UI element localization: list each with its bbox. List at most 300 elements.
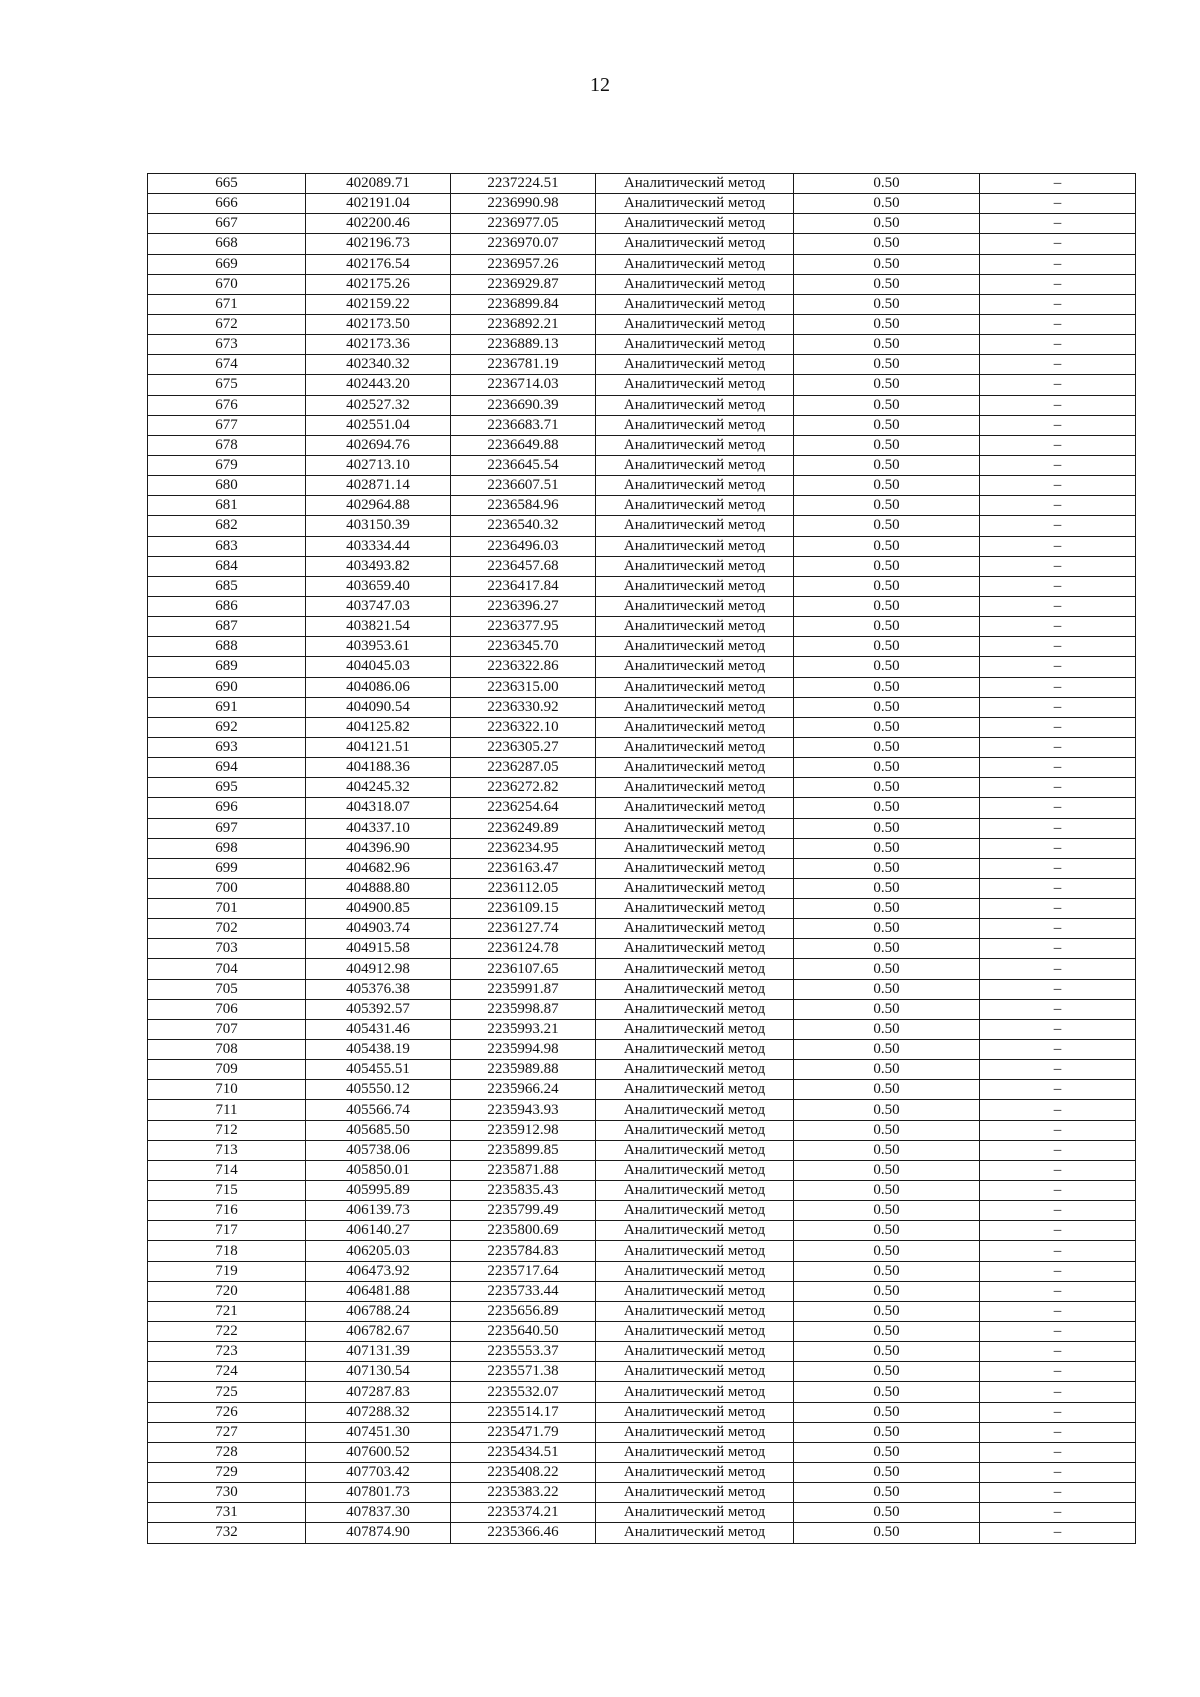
point-number-cell: 689 [148, 657, 306, 677]
table-row [148, 1463, 1136, 1483]
table-row [148, 878, 1136, 898]
accuracy-cell: 0.50 [794, 1060, 980, 1080]
method-cell: Аналитический метод [596, 274, 794, 294]
x-coordinate-cell: 404912.98 [306, 959, 451, 979]
x-coordinate-cell: 403953.61 [306, 637, 451, 657]
y-coordinate-cell: 2235733.44 [451, 1281, 596, 1301]
y-coordinate-cell: 2235571.38 [451, 1362, 596, 1382]
accuracy-cell: 0.50 [794, 214, 980, 234]
point-number-cell: 718 [148, 1241, 306, 1261]
y-coordinate-cell: 2236584.96 [451, 496, 596, 516]
point-number-cell: 669 [148, 254, 306, 274]
point-number-cell: 714 [148, 1160, 306, 1180]
table-row [148, 516, 1136, 536]
note-cell: – [980, 878, 1136, 898]
point-number-cell: 724 [148, 1362, 306, 1382]
y-coordinate-cell: 2236899.84 [451, 294, 596, 314]
y-coordinate-cell: 2235374.21 [451, 1503, 596, 1523]
x-coordinate-cell: 402173.50 [306, 314, 451, 334]
point-number-cell: 691 [148, 697, 306, 717]
point-number-cell: 670 [148, 274, 306, 294]
accuracy-cell: 0.50 [794, 1382, 980, 1402]
method-cell: Аналитический метод [596, 314, 794, 334]
table-row [148, 1181, 1136, 1201]
coordinates-table-body [148, 174, 1136, 1544]
note-cell: – [980, 717, 1136, 737]
accuracy-cell: 0.50 [794, 596, 980, 616]
y-coordinate-cell: 2236287.05 [451, 758, 596, 778]
accuracy-cell: 0.50 [794, 1160, 980, 1180]
note-cell: – [980, 355, 1136, 375]
x-coordinate-cell: 403150.39 [306, 516, 451, 536]
accuracy-cell: 0.50 [794, 959, 980, 979]
x-coordinate-cell: 404682.96 [306, 858, 451, 878]
note-cell: – [980, 778, 1136, 798]
table-row [148, 1342, 1136, 1362]
point-number-cell: 687 [148, 617, 306, 637]
accuracy-cell: 0.50 [794, 1402, 980, 1422]
note-cell: – [980, 435, 1136, 455]
point-number-cell: 713 [148, 1140, 306, 1160]
table-row [148, 1362, 1136, 1382]
note-cell: – [980, 1281, 1136, 1301]
table-row [148, 758, 1136, 778]
note-cell: – [980, 697, 1136, 717]
note-cell: – [980, 737, 1136, 757]
accuracy-cell: 0.50 [794, 798, 980, 818]
table-row [148, 637, 1136, 657]
accuracy-cell: 0.50 [794, 194, 980, 214]
accuracy-cell: 0.50 [794, 576, 980, 596]
accuracy-cell: 0.50 [794, 677, 980, 697]
point-number-cell: 688 [148, 637, 306, 657]
x-coordinate-cell: 404903.74 [306, 919, 451, 939]
point-number-cell: 693 [148, 737, 306, 757]
point-number-cell: 710 [148, 1080, 306, 1100]
method-cell: Аналитический метод [596, 838, 794, 858]
point-number-cell: 677 [148, 415, 306, 435]
method-cell: Аналитический метод [596, 415, 794, 435]
x-coordinate-cell: 406140.27 [306, 1221, 451, 1241]
point-number-cell: 672 [148, 314, 306, 334]
method-cell: Аналитический метод [596, 1523, 794, 1543]
method-cell: Аналитический метод [596, 959, 794, 979]
table-row [148, 959, 1136, 979]
x-coordinate-cell: 404086.06 [306, 677, 451, 697]
point-number-cell: 680 [148, 476, 306, 496]
y-coordinate-cell: 2235799.49 [451, 1201, 596, 1221]
accuracy-cell: 0.50 [794, 637, 980, 657]
x-coordinate-cell: 407288.32 [306, 1402, 451, 1422]
method-cell: Аналитический метод [596, 1342, 794, 1362]
table-row [148, 214, 1136, 234]
accuracy-cell: 0.50 [794, 435, 980, 455]
method-cell: Аналитический метод [596, 395, 794, 415]
x-coordinate-cell: 406782.67 [306, 1322, 451, 1342]
y-coordinate-cell: 2236607.51 [451, 476, 596, 496]
accuracy-cell: 0.50 [794, 314, 980, 334]
note-cell: – [980, 899, 1136, 919]
y-coordinate-cell: 2236690.39 [451, 395, 596, 415]
note-cell: – [980, 1422, 1136, 1442]
table-row [148, 194, 1136, 214]
y-coordinate-cell: 2236781.19 [451, 355, 596, 375]
method-cell: Аналитический метод [596, 677, 794, 697]
y-coordinate-cell: 2235912.98 [451, 1120, 596, 1140]
point-number-cell: 675 [148, 375, 306, 395]
y-coordinate-cell: 2236109.15 [451, 899, 596, 919]
x-coordinate-cell: 405738.06 [306, 1140, 451, 1160]
x-coordinate-cell: 405431.46 [306, 1019, 451, 1039]
x-coordinate-cell: 402713.10 [306, 455, 451, 475]
method-cell: Аналитический метод [596, 1140, 794, 1160]
x-coordinate-cell: 407600.52 [306, 1442, 451, 1462]
table-row [148, 1442, 1136, 1462]
table-row [148, 1281, 1136, 1301]
y-coordinate-cell: 2236249.89 [451, 818, 596, 838]
x-coordinate-cell: 404396.90 [306, 838, 451, 858]
method-cell: Аналитический метод [596, 355, 794, 375]
x-coordinate-cell: 403493.82 [306, 556, 451, 576]
note-cell: – [980, 335, 1136, 355]
y-coordinate-cell: 2236330.92 [451, 697, 596, 717]
note-cell: – [980, 1040, 1136, 1060]
x-coordinate-cell: 403659.40 [306, 576, 451, 596]
point-number-cell: 721 [148, 1301, 306, 1321]
accuracy-cell: 0.50 [794, 556, 980, 576]
accuracy-cell: 0.50 [794, 697, 980, 717]
table-row [148, 919, 1136, 939]
accuracy-cell: 0.50 [794, 1019, 980, 1039]
point-number-cell: 683 [148, 536, 306, 556]
note-cell: – [980, 798, 1136, 818]
point-number-cell: 668 [148, 234, 306, 254]
table-row [148, 455, 1136, 475]
note-cell: – [980, 476, 1136, 496]
point-number-cell: 725 [148, 1382, 306, 1402]
x-coordinate-cell: 404188.36 [306, 758, 451, 778]
y-coordinate-cell: 2235553.37 [451, 1342, 596, 1362]
y-coordinate-cell: 2236457.68 [451, 556, 596, 576]
note-cell: – [980, 194, 1136, 214]
accuracy-cell: 0.50 [794, 617, 980, 637]
method-cell: Аналитический метод [596, 375, 794, 395]
point-number-cell: 702 [148, 919, 306, 939]
note-cell: – [980, 1322, 1136, 1342]
y-coordinate-cell: 2236929.87 [451, 274, 596, 294]
note-cell: – [980, 818, 1136, 838]
table-row [148, 435, 1136, 455]
method-cell: Аналитический метод [596, 1019, 794, 1039]
method-cell: Аналитический метод [596, 576, 794, 596]
method-cell: Аналитический метод [596, 556, 794, 576]
method-cell: Аналитический метод [596, 1221, 794, 1241]
table-row [148, 999, 1136, 1019]
y-coordinate-cell: 2236345.70 [451, 637, 596, 657]
method-cell: Аналитический метод [596, 919, 794, 939]
x-coordinate-cell: 404121.51 [306, 737, 451, 757]
note-cell: – [980, 596, 1136, 616]
note-cell: – [980, 939, 1136, 959]
method-cell: Аналитический метод [596, 516, 794, 536]
accuracy-cell: 0.50 [794, 274, 980, 294]
method-cell: Аналитический метод [596, 939, 794, 959]
table-row [148, 1019, 1136, 1039]
point-number-cell: 727 [148, 1422, 306, 1442]
table-row [148, 395, 1136, 415]
point-number-cell: 665 [148, 174, 306, 194]
method-cell: Аналитический метод [596, 536, 794, 556]
point-number-cell: 673 [148, 335, 306, 355]
note-cell: – [980, 214, 1136, 234]
note-cell: – [980, 1019, 1136, 1039]
note-cell: – [980, 1523, 1136, 1543]
point-number-cell: 706 [148, 999, 306, 1019]
table-row [148, 838, 1136, 858]
y-coordinate-cell: 2235434.51 [451, 1442, 596, 1462]
method-cell: Аналитический метод [596, 899, 794, 919]
method-cell: Аналитический метод [596, 1442, 794, 1462]
x-coordinate-cell: 403747.03 [306, 596, 451, 616]
x-coordinate-cell: 404900.85 [306, 899, 451, 919]
table-row [148, 1201, 1136, 1221]
x-coordinate-cell: 402089.71 [306, 174, 451, 194]
point-number-cell: 728 [148, 1442, 306, 1462]
table-row [148, 617, 1136, 637]
table-row [148, 1503, 1136, 1523]
point-number-cell: 686 [148, 596, 306, 616]
y-coordinate-cell: 2235871.88 [451, 1160, 596, 1180]
x-coordinate-cell: 404915.58 [306, 939, 451, 959]
accuracy-cell: 0.50 [794, 1281, 980, 1301]
x-coordinate-cell: 404888.80 [306, 878, 451, 898]
accuracy-cell: 0.50 [794, 1301, 980, 1321]
table-row [148, 274, 1136, 294]
point-number-cell: 723 [148, 1342, 306, 1362]
accuracy-cell: 0.50 [794, 1181, 980, 1201]
accuracy-cell: 0.50 [794, 1221, 980, 1241]
y-coordinate-cell: 2235966.24 [451, 1080, 596, 1100]
table-row [148, 234, 1136, 254]
table-row [148, 536, 1136, 556]
point-number-cell: 704 [148, 959, 306, 979]
x-coordinate-cell: 405550.12 [306, 1080, 451, 1100]
x-coordinate-cell: 402196.73 [306, 234, 451, 254]
note-cell: – [980, 1382, 1136, 1402]
note-cell: – [980, 375, 1136, 395]
table-row [148, 556, 1136, 576]
note-cell: – [980, 657, 1136, 677]
x-coordinate-cell: 402191.04 [306, 194, 451, 214]
y-coordinate-cell: 2236107.65 [451, 959, 596, 979]
method-cell: Аналитический метод [596, 194, 794, 214]
y-coordinate-cell: 2235717.64 [451, 1261, 596, 1281]
method-cell: Аналитический метод [596, 717, 794, 737]
method-cell: Аналитический метод [596, 1422, 794, 1442]
note-cell: – [980, 1463, 1136, 1483]
table-row [148, 576, 1136, 596]
y-coordinate-cell: 2236977.05 [451, 214, 596, 234]
accuracy-cell: 0.50 [794, 1483, 980, 1503]
point-number-cell: 697 [148, 818, 306, 838]
accuracy-cell: 0.50 [794, 1140, 980, 1160]
point-number-cell: 696 [148, 798, 306, 818]
x-coordinate-cell: 402871.14 [306, 476, 451, 496]
y-coordinate-cell: 2235471.79 [451, 1422, 596, 1442]
method-cell: Аналитический метод [596, 476, 794, 496]
point-number-cell: 732 [148, 1523, 306, 1543]
x-coordinate-cell: 402173.36 [306, 335, 451, 355]
accuracy-cell: 0.50 [794, 395, 980, 415]
x-coordinate-cell: 405376.38 [306, 979, 451, 999]
table-row [148, 1241, 1136, 1261]
point-number-cell: 700 [148, 878, 306, 898]
method-cell: Аналитический метод [596, 435, 794, 455]
y-coordinate-cell: 2235943.93 [451, 1100, 596, 1120]
accuracy-cell: 0.50 [794, 536, 980, 556]
note-cell: – [980, 858, 1136, 878]
y-coordinate-cell: 2236396.27 [451, 596, 596, 616]
table-row [148, 596, 1136, 616]
method-cell: Аналитический метод [596, 294, 794, 314]
method-cell: Аналитический метод [596, 1181, 794, 1201]
method-cell: Аналитический метод [596, 1060, 794, 1080]
x-coordinate-cell: 405455.51 [306, 1060, 451, 1080]
point-number-cell: 722 [148, 1322, 306, 1342]
method-cell: Аналитический метод [596, 1201, 794, 1221]
method-cell: Аналитический метод [596, 1503, 794, 1523]
accuracy-cell: 0.50 [794, 174, 980, 194]
note-cell: – [980, 1160, 1136, 1180]
point-number-cell: 679 [148, 455, 306, 475]
note-cell: – [980, 294, 1136, 314]
x-coordinate-cell: 402694.76 [306, 435, 451, 455]
table-row [148, 677, 1136, 697]
method-cell: Аналитический метод [596, 657, 794, 677]
method-cell: Аналитический метод [596, 637, 794, 657]
method-cell: Аналитический метод [596, 737, 794, 757]
x-coordinate-cell: 405995.89 [306, 1181, 451, 1201]
accuracy-cell: 0.50 [794, 1080, 980, 1100]
note-cell: – [980, 1442, 1136, 1462]
table-row [148, 254, 1136, 274]
y-coordinate-cell: 2235800.69 [451, 1221, 596, 1241]
point-number-cell: 692 [148, 717, 306, 737]
table-row [148, 174, 1136, 194]
coordinates-table [147, 173, 1136, 1544]
y-coordinate-cell: 2236649.88 [451, 435, 596, 455]
x-coordinate-cell: 402176.54 [306, 254, 451, 274]
point-number-cell: 720 [148, 1281, 306, 1301]
point-number-cell: 712 [148, 1120, 306, 1140]
accuracy-cell: 0.50 [794, 1100, 980, 1120]
y-coordinate-cell: 2235991.87 [451, 979, 596, 999]
y-coordinate-cell: 2235383.22 [451, 1483, 596, 1503]
accuracy-cell: 0.50 [794, 758, 980, 778]
point-number-cell: 711 [148, 1100, 306, 1120]
x-coordinate-cell: 404337.10 [306, 818, 451, 838]
table-row [148, 1221, 1136, 1241]
method-cell: Аналитический метод [596, 1483, 794, 1503]
x-coordinate-cell: 402527.32 [306, 395, 451, 415]
y-coordinate-cell: 2235532.07 [451, 1382, 596, 1402]
table-row [148, 1160, 1136, 1180]
point-number-cell: 717 [148, 1221, 306, 1241]
x-coordinate-cell: 406481.88 [306, 1281, 451, 1301]
method-cell: Аналитический метод [596, 1160, 794, 1180]
note-cell: – [980, 274, 1136, 294]
y-coordinate-cell: 2236417.84 [451, 576, 596, 596]
accuracy-cell: 0.50 [794, 1322, 980, 1342]
note-cell: – [980, 919, 1136, 939]
accuracy-cell: 0.50 [794, 737, 980, 757]
note-cell: – [980, 496, 1136, 516]
table-row [148, 1523, 1136, 1543]
note-cell: – [980, 314, 1136, 334]
x-coordinate-cell: 402200.46 [306, 214, 451, 234]
accuracy-cell: 0.50 [794, 818, 980, 838]
method-cell: Аналитический метод [596, 1402, 794, 1422]
y-coordinate-cell: 2236957.26 [451, 254, 596, 274]
note-cell: – [980, 1503, 1136, 1523]
y-coordinate-cell: 2236889.13 [451, 335, 596, 355]
point-number-cell: 709 [148, 1060, 306, 1080]
note-cell: – [980, 979, 1136, 999]
note-cell: – [980, 1100, 1136, 1120]
method-cell: Аналитический метод [596, 818, 794, 838]
note-cell: – [980, 1402, 1136, 1422]
table-row [148, 1060, 1136, 1080]
point-number-cell: 690 [148, 677, 306, 697]
note-cell: – [980, 677, 1136, 697]
y-coordinate-cell: 2236540.32 [451, 516, 596, 536]
point-number-cell: 678 [148, 435, 306, 455]
point-number-cell: 681 [148, 496, 306, 516]
method-cell: Аналитический метод [596, 1120, 794, 1140]
x-coordinate-cell: 406788.24 [306, 1301, 451, 1321]
table-row [148, 717, 1136, 737]
y-coordinate-cell: 2235993.21 [451, 1019, 596, 1039]
y-coordinate-cell: 2235899.85 [451, 1140, 596, 1160]
y-coordinate-cell: 2235640.50 [451, 1322, 596, 1342]
x-coordinate-cell: 407874.90 [306, 1523, 451, 1543]
method-cell: Аналитический метод [596, 1080, 794, 1100]
accuracy-cell: 0.50 [794, 1120, 980, 1140]
accuracy-cell: 0.50 [794, 899, 980, 919]
x-coordinate-cell: 407837.30 [306, 1503, 451, 1523]
method-cell: Аналитический метод [596, 1100, 794, 1120]
accuracy-cell: 0.50 [794, 657, 980, 677]
y-coordinate-cell: 2236990.98 [451, 194, 596, 214]
point-number-cell: 685 [148, 576, 306, 596]
method-cell: Аналитический метод [596, 979, 794, 999]
x-coordinate-cell: 402340.32 [306, 355, 451, 375]
x-coordinate-cell: 406473.92 [306, 1261, 451, 1281]
accuracy-cell: 0.50 [794, 1523, 980, 1543]
x-coordinate-cell: 407131.39 [306, 1342, 451, 1362]
accuracy-cell: 0.50 [794, 1261, 980, 1281]
method-cell: Аналитический метод [596, 214, 794, 234]
method-cell: Аналитический метод [596, 697, 794, 717]
accuracy-cell: 0.50 [794, 294, 980, 314]
note-cell: – [980, 1201, 1136, 1221]
accuracy-cell: 0.50 [794, 878, 980, 898]
x-coordinate-cell: 402175.26 [306, 274, 451, 294]
y-coordinate-cell: 2236163.47 [451, 858, 596, 878]
method-cell: Аналитический метод [596, 878, 794, 898]
method-cell: Аналитический метод [596, 999, 794, 1019]
y-coordinate-cell: 2235835.43 [451, 1181, 596, 1201]
